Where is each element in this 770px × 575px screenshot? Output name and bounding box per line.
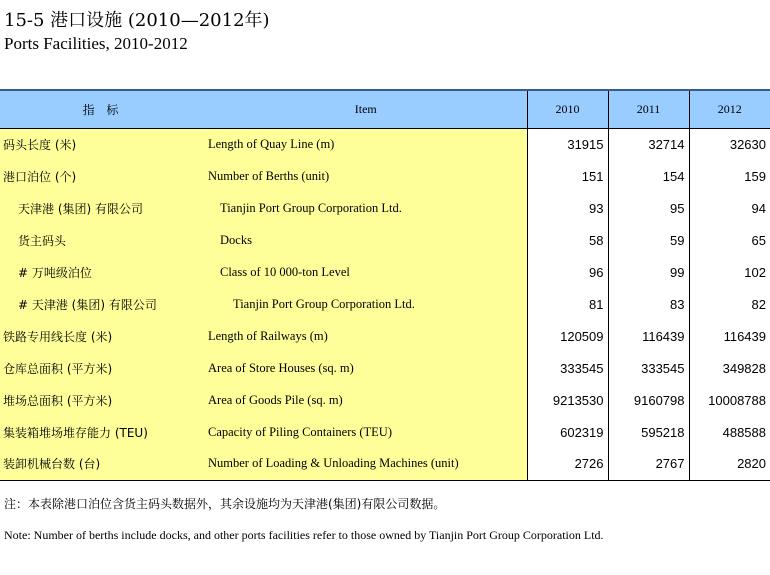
value-cell-2011: 99 [608, 256, 689, 288]
row-label-cn: 码头长度 (米) [0, 128, 205, 160]
table-row [0, 256, 770, 288]
value-cell-2011: 32714 [608, 128, 689, 160]
value-cell-2010: 93 [527, 192, 608, 224]
page-title-cn: 15-5 港口设施 (2010—2012年) [4, 10, 270, 31]
row-label-en: Area of Store Houses (sq. m) [205, 352, 527, 384]
row-label-en: Area of Goods Pile (sq. m) [205, 384, 527, 416]
table-row [0, 384, 770, 416]
value-cell-2010: 81 [527, 288, 608, 320]
note-cn: 注：本表除港口泊位含货主码头数据外，其余设施均为天津港(集团)有限公司数据。 [4, 497, 446, 511]
value-cell-2011: 2767 [608, 448, 689, 480]
table-row [0, 416, 770, 448]
value-cell-2012: 2820 [689, 448, 770, 480]
row-label-cn: # 万吨级泊位 [0, 256, 205, 288]
row-label-en: Capacity of Piling Containers (TEU) [205, 416, 527, 448]
row-label-cn: 天津港 (集团) 有限公司 [0, 192, 205, 224]
value-cell-2011: 154 [608, 160, 689, 192]
table-row [0, 160, 770, 192]
row-label-cn: 堆场总面积 (平方米) [0, 384, 205, 416]
row-label-en: Length of Railways (m) [205, 320, 527, 352]
value-cell-2010: 58 [527, 224, 608, 256]
table-row [0, 448, 770, 480]
note-en: Note: Number of berths include docks, and other ports facilities refer to those owned by Tianjin Port Group Corporation Ltd. [4, 528, 604, 542]
value-cell-2012: 159 [689, 160, 770, 192]
row-label-cn: 铁路专用线长度 (米) [0, 320, 205, 352]
value-cell-2011: 595218 [608, 416, 689, 448]
value-cell-2012: 82 [689, 288, 770, 320]
table-header-row [0, 90, 770, 128]
row-label-cn: # 天津港 (集团) 有限公司 [0, 288, 205, 320]
ports-facilities-table [0, 89, 770, 481]
table-row [0, 288, 770, 320]
value-cell-2011: 59 [608, 224, 689, 256]
row-label-cn: 仓库总面积 (平方米) [0, 352, 205, 384]
value-cell-2011: 9160798 [608, 384, 689, 416]
value-cell-2010: 602319 [527, 416, 608, 448]
row-label-en: Tianjin Port Group Corporation Ltd. [205, 288, 527, 320]
row-label-en: Tianjin Port Group Corporation Ltd. [205, 192, 527, 224]
header-year-2012: 2012 [689, 90, 770, 128]
table-row [0, 224, 770, 256]
value-cell-2011: 95 [608, 192, 689, 224]
table-row [0, 192, 770, 224]
value-cell-2010: 333545 [527, 352, 608, 384]
value-cell-2012: 349828 [689, 352, 770, 384]
row-label-en: Number of Loading & Unloading Machines (unit) [205, 448, 527, 480]
value-cell-2010: 9213530 [527, 384, 608, 416]
value-cell-2010: 120509 [527, 320, 608, 352]
value-cell-2012: 65 [689, 224, 770, 256]
header-year-2011: 2011 [608, 90, 689, 128]
row-label-en: Docks [205, 224, 527, 256]
header-item: Item [205, 90, 527, 128]
row-label-cn: 货主码头 [0, 224, 205, 256]
value-cell-2012: 102 [689, 256, 770, 288]
header-year-2010: 2010 [527, 90, 608, 128]
value-cell-2012: 94 [689, 192, 770, 224]
row-label-cn: 集装箱堆场堆存能力 (TEU) [0, 416, 205, 448]
value-cell-2010: 2726 [527, 448, 608, 480]
value-cell-2010: 151 [527, 160, 608, 192]
table-row [0, 320, 770, 352]
value-cell-2010: 31915 [527, 128, 608, 160]
value-cell-2011: 83 [608, 288, 689, 320]
header-indicator-cn: 指 标 [0, 90, 205, 128]
page-title-en: Ports Facilities, 2010-2012 [4, 34, 188, 53]
table-row [0, 128, 770, 160]
row-label-cn: 装卸机械台数 (台) [0, 448, 205, 480]
row-label-en: Number of Berths (unit) [205, 160, 527, 192]
value-cell-2012: 10008788 [689, 384, 770, 416]
value-cell-2012: 116439 [689, 320, 770, 352]
value-cell-2011: 116439 [608, 320, 689, 352]
value-cell-2012: 32630 [689, 128, 770, 160]
row-label-cn: 港口泊位 (个) [0, 160, 205, 192]
row-label-en: Class of 10 000-ton Level [205, 256, 527, 288]
value-cell-2012: 488588 [689, 416, 770, 448]
table-row [0, 352, 770, 384]
row-label-en: Length of Quay Line (m) [205, 128, 527, 160]
value-cell-2011: 333545 [608, 352, 689, 384]
value-cell-2010: 96 [527, 256, 608, 288]
